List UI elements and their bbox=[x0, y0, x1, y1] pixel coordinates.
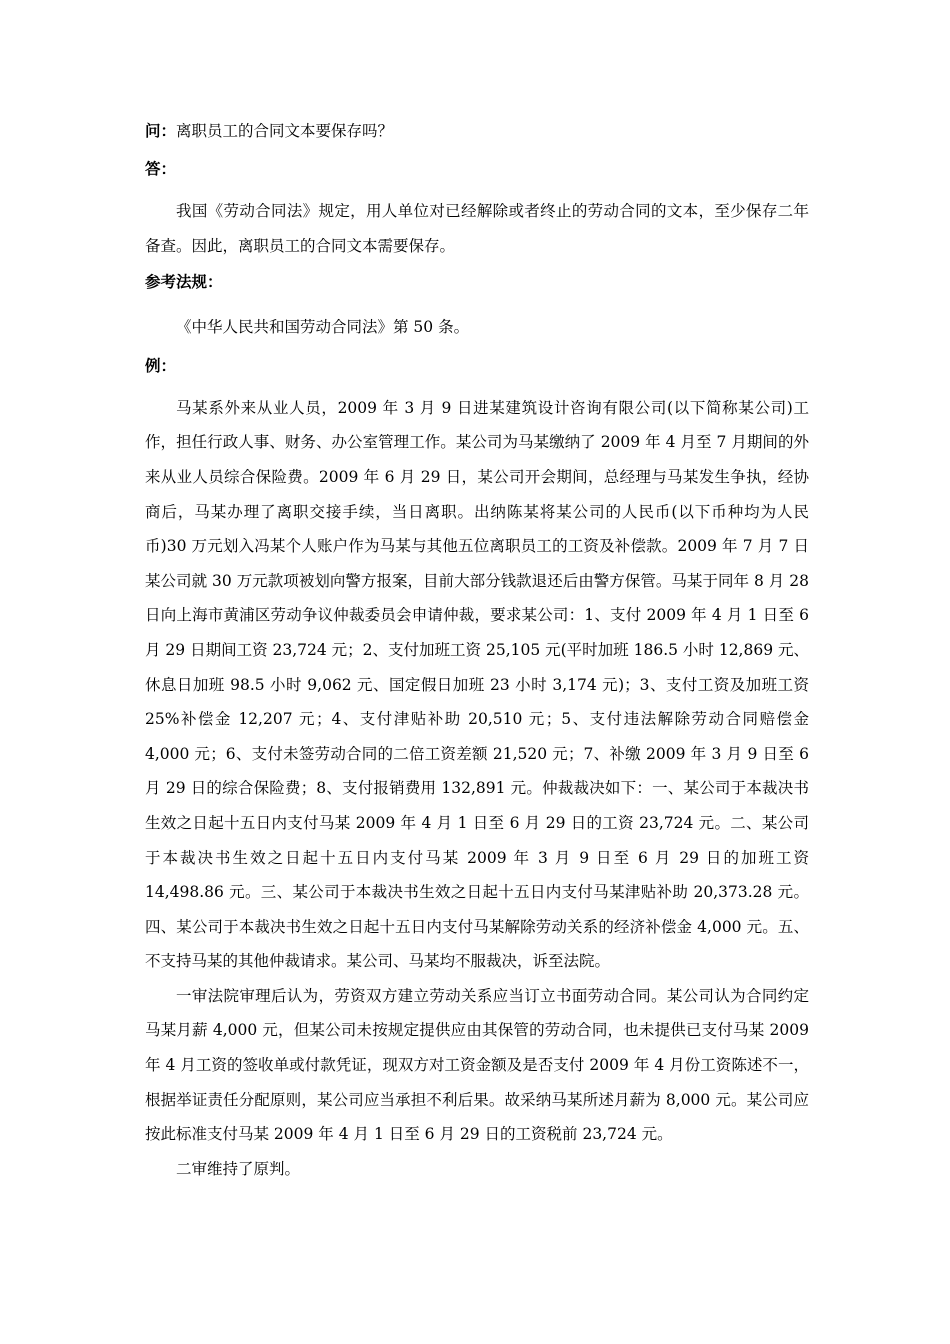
reference-label: 参考法规： bbox=[145, 272, 223, 292]
question-line bbox=[145, 120, 809, 142]
example-paragraph-1: 马某系外来从业人员，2009 年 3 月 9 日进某建筑设计咨询有限公司(以下简称某公司)工作，担任行政人事、财务、办公室管理工作。某公司为马某缴纳了 2009 年 4 月至 7 月期间的外来从业人员综合保险费。2009 年 6 月 29 日，某公司开会期间，总经理与马某发生争执，经协商后，马某办理了离职交接手续，当日离职。出纳陈某将某公司的人民币(以下币种均为人民币)30 万元划入冯某个人账户作为马某与其他五位离职员工的工资及补偿款。2009 年 7 月 7 日某公司就 30 万元款项被划向警方报案，目前大部分钱款退还后由警方保管。马某于同年 8 月 28 日向上海市黄浦区劳动争议仲裁委员会申请仲裁，要求某公司：1、支付 2009 年 4 月 1 日至 6 月 29 日期间工资 23,724 元；2、支付加班工资 25,105 元(平时加班 186.5 小时 12,869 元、休息日加班 98.5 小时 9,062 元、国定假日加班 23 小时 3,174 元)；3、支付工资及加班工资 25%补偿金 12,207 元；4、支付津贴补助 20,510 元；5、支付违法解除劳动合同赔偿金 4,000 元；6、支付未签劳动合同的二倍工资差额 21,520 元；7、补缴 2009 年 3 月 9 日至 6 月 29 日的综合保险费；8、支付报销费用 132,891 元。仲裁裁决如下：一、某公司于本裁决书生效之日起十五日内支付马某 2009 年 4 月 1 日至 6 月 29 日的工资 23,724 元。二、某公司于本裁决书生效之日起十五日内支付马某 2009 年 3 月 9 日至 6 月 29 日的加班工资 14,498.86 元。三、某公司于本裁决书生效之日起十五日内支付马某津贴补助 20,373.28 元。四、某公司于本裁决书生效之日起十五日内支付马某解除劳动关系的经济补偿金 4,000 元。五、不支持马某的其他仲裁请求。某公司、马某均不服裁决，诉至法院。 bbox=[145, 398, 809, 971]
document-page bbox=[145, 120, 809, 1186]
reference-text: 《中华人民共和国劳动合同法》第 50 条。 bbox=[176, 318, 470, 337]
example-label: 例： bbox=[145, 355, 177, 375]
question-label: 问： bbox=[145, 121, 177, 140]
question-text: 离职员工的合同文本要保存吗？ bbox=[176, 122, 394, 140]
example-paragraph-2: 一审法院审理后认为，劳资双方建立劳动关系应当订立书面劳动合同。某公司认为合同约定马某月薪 4,000 元，但某公司未按规定提供应由其保管的劳动合同，也未提供已支付马某 2009 年 4 月工资的签收单或付款凭证，现双方对工资金额及是否支付 2009 年 4 月份工资陈述不一，根据举证责任分配原则，某公司应当承担不利后果。故采纳马某所述月薪为 8,000 元。某公司应按此标准支付马某 2009 年 4 月 1 日至 6 月 29 日的工资税前 23,724 元。 bbox=[145, 986, 809, 1144]
answer-text: 我国《劳动合同法》规定，用人单位对已经解除或者终止的劳动合同的文本，至少保存二年备查。因此，离职员工的合同文本需要保存。 bbox=[145, 202, 809, 255]
answer-label: 答： bbox=[145, 159, 177, 178]
example-paragraph-3: 二审维持了原判。 bbox=[176, 1159, 301, 1178]
